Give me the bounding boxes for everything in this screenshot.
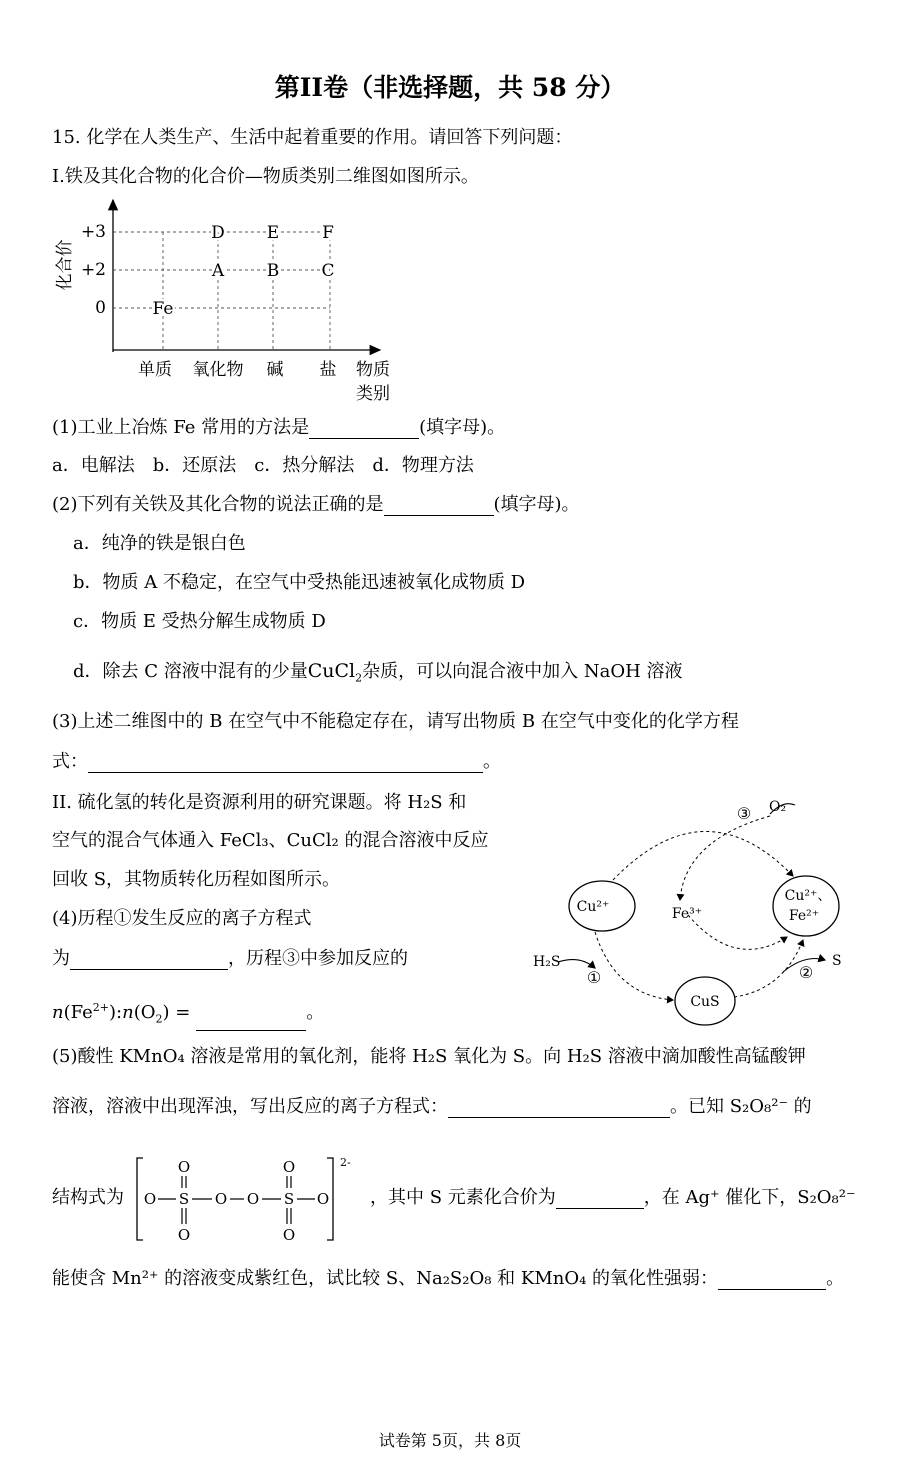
part2-line3: 回收 S，其物质转化历程如图所示。	[52, 869, 341, 890]
fe3-label: Fe³⁺	[671, 906, 703, 922]
question-2-option-b: b．物质 A 不稳定，在空气中受热能迅速被氧化成物质 D	[73, 572, 526, 593]
valence-category-chart	[40, 195, 410, 410]
question-2-hint: (填字母)。	[493, 494, 580, 515]
atom-o: O	[246, 1190, 260, 1208]
charge-label: 2-	[340, 1156, 351, 1169]
arrow-to-cu-fe	[613, 831, 793, 880]
question-4: (4)历程①发生反应的离子方程式	[52, 908, 312, 929]
question-2-option-c: c．物质 E 受热分解生成物质 D	[73, 611, 326, 632]
question-3-label: 式：	[52, 751, 88, 772]
answer-blank-2[interactable]	[384, 497, 494, 516]
point-e: E	[266, 223, 280, 243]
conversion-cycle-diagram	[525, 790, 865, 1040]
fe-charge: 2+	[92, 1001, 109, 1014]
answer-blank-4b[interactable]	[196, 1012, 306, 1031]
fe-ion: (Fe	[63, 1002, 93, 1023]
question-5-compare-text: 能使含 Mn²⁺ 的溶液变成紫红色，试比较 S、Na₂S₂O₈ 和 KMnO₄ 的氧化性强弱：	[52, 1268, 719, 1289]
question-3-end: 。	[483, 751, 501, 772]
x-axis-label: 类别	[356, 384, 390, 404]
left-bracket	[137, 1158, 143, 1240]
y-tick-label: +3	[80, 222, 106, 242]
atom-s: S	[178, 1190, 190, 1208]
question-5-catalyst-text: ，在 Ag⁺ 催化下，S₂O₈²⁻	[643, 1187, 856, 1208]
ratio-colon: ):	[109, 1002, 123, 1023]
question-5-line2	[52, 1096, 812, 1118]
question-5-end: 。	[826, 1268, 845, 1289]
x-axis-label: 物质	[356, 360, 390, 380]
page-footer: 试卷第 5页，共 8页	[378, 1431, 522, 1450]
fe2-label: Fe²⁺	[788, 908, 820, 924]
point-d: D	[211, 223, 225, 243]
answer-blank-1[interactable]	[309, 420, 419, 439]
atom-o: O	[282, 1158, 296, 1176]
question-2-text: (2)下列有关铁及其化合物的说法正确的是	[52, 494, 384, 515]
question-1-text: (1)工业上冶炼 Fe 常用的方法是	[52, 417, 310, 438]
question-5-text-2: 。已知 S₂O₈²⁻ 的	[670, 1096, 812, 1117]
part1-intro: I.铁及其化合物的化合价—物质类别二维图如图所示。	[52, 166, 479, 187]
part2-line1: II. 硫化氢的转化是资源利用的研究课题。将 H₂S 和	[52, 792, 467, 813]
n-symbol: n	[122, 1002, 134, 1023]
question-5-text: 溶液，溶液中出现浑浊，写出反应的离子方程式：	[52, 1096, 448, 1117]
point-f: F	[322, 223, 334, 243]
atom-s: S	[283, 1190, 295, 1208]
question-2-option-a: a．纯净的铁是银白色	[73, 533, 246, 554]
atom-o: O	[282, 1226, 296, 1244]
question-4-label: 为	[52, 948, 70, 969]
arrow-to-fe3	[680, 816, 770, 900]
answer-blank-4a[interactable]	[70, 951, 228, 970]
cucl2-subscript: 2	[355, 671, 363, 685]
question-1	[52, 417, 505, 439]
n-symbol: n	[52, 1002, 64, 1023]
option-d-text-rest: 杂质，可以向混合液中加入 NaOH 溶液	[362, 661, 683, 682]
point-fe: Fe	[152, 299, 174, 319]
question-5: (5)酸性 KMnO₄ 溶液是常用的氧化剂，能将 H₂S 氧化为 S。向 H₂S 溶液中滴加酸性高锰酸钾	[52, 1046, 806, 1067]
x-tick-label: 碱	[266, 360, 284, 380]
answer-blank-5b[interactable]	[556, 1190, 644, 1209]
o2-subscript: 2	[155, 1012, 163, 1026]
o2-formula: (O	[133, 1002, 156, 1023]
atom-o: O	[143, 1190, 157, 1208]
cucl2-formula: CuCl	[307, 660, 356, 682]
atom-o: O	[177, 1226, 191, 1244]
question-5-line3	[370, 1187, 855, 1209]
grid	[113, 232, 330, 350]
x-tick-label: 盐	[319, 360, 337, 380]
s-label: S	[832, 953, 842, 969]
question-4-end: 。	[306, 1002, 325, 1023]
option-d-text: d．除去 C 溶液中混有的少量	[73, 661, 308, 682]
question-1-options: a．电解法 b．还原法 c．热分解法 d．物理方法	[52, 455, 474, 476]
point-a: A	[211, 261, 225, 281]
atom-o: O	[177, 1158, 191, 1176]
cu2-label: Cu²⁺	[576, 899, 610, 915]
question-2	[52, 494, 580, 516]
question-5-valence-text: ，其中 S 元素化合价为	[370, 1187, 556, 1208]
atom-o: O	[214, 1190, 228, 1208]
y-axis-label: 化合价	[55, 239, 75, 291]
answer-blank-3[interactable]	[88, 754, 483, 773]
peroxodisulfate-structure	[135, 1152, 360, 1247]
question-stem: 15. 化学在人类生产、生活中起着重要的作用。请回答下列问题：	[52, 127, 573, 148]
question-1-hint: (填字母)。	[419, 417, 506, 438]
question-3: (3)上述二维图中的 B 在空气中不能稳定存在，请写出物质 B 在空气中变化的化学方程	[52, 711, 739, 732]
question-3-line2	[52, 751, 501, 773]
point-b: B	[266, 261, 280, 281]
question-4-line3	[52, 997, 324, 1031]
ratio-equals: ) =	[162, 1002, 191, 1023]
arrow-to-cus	[595, 932, 673, 1000]
atom-o: O	[316, 1190, 330, 1208]
cus-label: CuS	[690, 994, 720, 1010]
h2s-input-arrow	[558, 960, 595, 968]
answer-blank-5c[interactable]	[718, 1271, 826, 1290]
question-4-text: ，历程③中参加反应的	[228, 948, 408, 969]
point-c: C	[321, 261, 335, 281]
question-5-line4	[52, 1268, 844, 1290]
h2s-label: H₂S	[533, 954, 561, 970]
cu-fe-node	[773, 876, 839, 936]
step-3-label: ③	[736, 804, 752, 823]
question-4-line2	[52, 948, 408, 970]
question-2-option-d	[73, 660, 683, 690]
arrow-fe3-to-right	[688, 915, 787, 949]
cu2-right-label: Cu²⁺、	[784, 888, 832, 904]
part2-line2: 空气的混合气体通入 FeCl₃、CuCl₂ 的混合溶液中反应	[52, 830, 489, 851]
answer-blank-5a[interactable]	[448, 1099, 670, 1118]
arrow-cus-to-right	[734, 940, 803, 997]
section-title: 第II卷（非选择题，共 58 分）	[274, 73, 626, 102]
question-5-line3-label: 结构式为	[52, 1187, 124, 1208]
y-tick-label: +2	[80, 260, 106, 280]
x-tick-label: 单质	[138, 360, 172, 380]
x-tick-label: 氧化物	[192, 360, 244, 380]
step-1-label: ①	[586, 968, 602, 987]
step-2-label: ②	[798, 963, 814, 982]
o2-label: O₂	[769, 799, 787, 815]
y-tick-label: 0	[95, 298, 106, 318]
